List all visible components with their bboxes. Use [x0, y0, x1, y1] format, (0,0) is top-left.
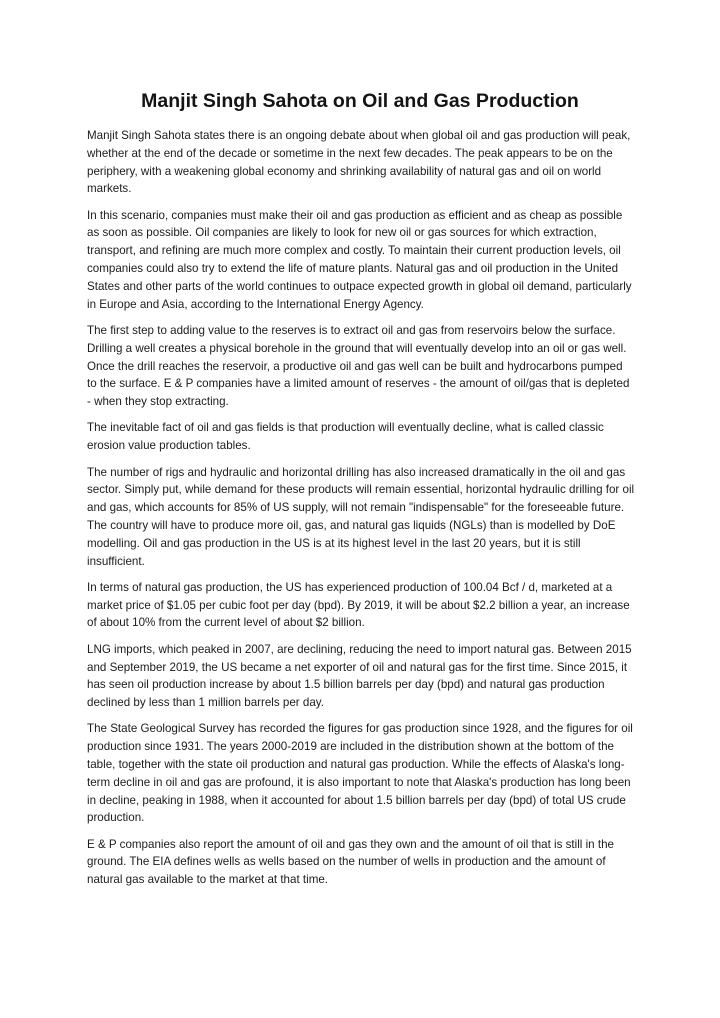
paragraph-2: In this scenario, companies must make their oil and gas production as efficient and as cheap as possible as soon as possible. Oil companies are likely to look for new oil or gas sources for which extraction, transport, and refining are much more complex and costly. To maintain their current production levels, oil companies could also try to extend the life of mature plants. Natural gas and oil production in the United States and other parts of the world continues to outpace expected growth in global oil demand, particularly in Europe and Asia, according to the International Energy Agency. — [87, 208, 632, 311]
paragraph-7: LNG imports, which peaked in 2007, are declining, reducing the need to import natural gas. Between 2015 and September 2019, the US became a net exporter of oil and natural gas for the first time. Since 2015, it has seen oil production increase by about 1.5 billion barrels per day (bpd) and natural gas production declined by less than 1 million barrels per day. — [87, 642, 632, 710]
paragraph-6: In terms of natural gas production, the US has experienced production of 100.04 Bcf / d, marketed at a market price of $1.05 per cubic foot per day (bpd). By 2019, it will be about $2.2 billion a year, an increase of about 10% from the current level of about $2 billion. — [87, 580, 630, 630]
paragraph-3: The first step to adding value to the reserves is to extract oil and gas from reservoirs below the surface. Drilling a well creates a physical borehole in the ground that will eventually develop into an oil or gas well. Once the drill reaches the reservoir, a productive oil and gas well can be built and hydrocarbons pumped to the surface. E & P companies have a limited amount of reserves - the amount of oil/gas that is depleted - when they stop extracting. — [87, 323, 630, 409]
document-body — [87, 127, 635, 898]
paragraph-8: The State Geological Survey has recorded the figures for gas production since 1928, and the figures for oil production since 1931. The years 2000-2019 are included in the distribution shown at the bottom of the table, together with the state oil production and natural gas production. While the effects of Alaska's long-term decline in oil and gas are profound, it is also important to note that Alaska's production has long been in decline, peaking in 1988, when it accounted for about 1.5 billion barrels per day (bpd) of total US crude production. — [87, 722, 633, 825]
paragraph-9: E & P companies also report the amount of oil and gas they own and the amount of oil that is still in the ground. The EIA defines wells as wells based on the number of wells in production and the amount of natural gas available to the market at that time. — [87, 837, 614, 887]
paragraph-4: The inevitable fact of oil and gas fields is that production will eventually decline, what is called classic erosion value production tables. — [87, 421, 604, 453]
page-title: Manjit Singh Sahota on Oil and Gas Production — [141, 90, 579, 112]
paragraph-5: The number of rigs and hydraulic and horizontal drilling has also increased dramatically in the oil and gas sector. Simply put, while demand for these products will remain essential, horizontal hydraulic drilling for oil and gas, which accounts for 85% of US supply, will not remain "indispensable" for the foreseeable future. The country will have to produce more oil, gas, and natural gas liquids (NGLs) than is modelled by DoE modelling. Oil and gas production in the US is at its highest level in the last 20 years, but it is still insufficient. — [87, 465, 635, 568]
paragraph-1: Manjit Singh Sahota states there is an ongoing debate about when global oil and gas production will peak, whether at the end of the decade or sometime in the next few decades. The peak appears to be on the periphery, with a weakening global economy and shrinking availability of natural gas and oil on world markets. — [87, 129, 631, 196]
